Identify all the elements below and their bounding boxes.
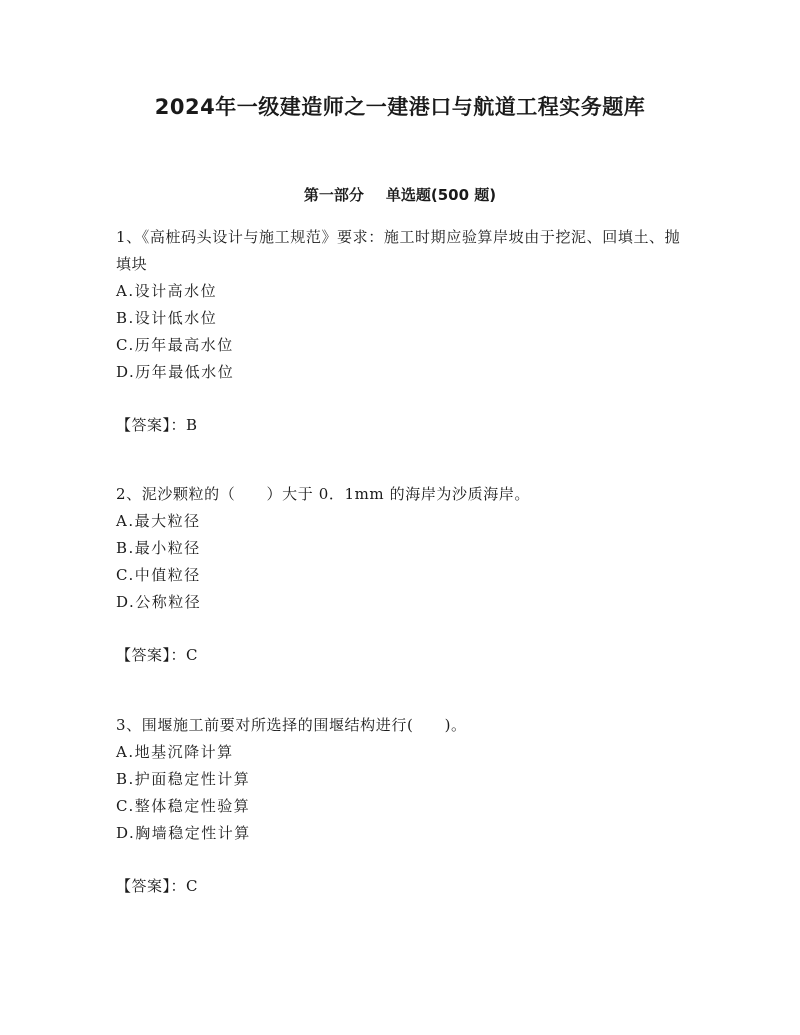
- question-text: 1、《高桩码头设计与施工规范》要求：施工时期应验算岸坡由于挖泥、回填土、抛填块: [116, 228, 681, 273]
- option-c: C.中值粒径: [116, 566, 201, 584]
- section-title: [0, 184, 800, 206]
- option-list: [116, 278, 686, 386]
- option-d: D.公称粒径: [116, 593, 202, 611]
- option-b: B.最小粒径: [116, 539, 201, 557]
- answer-line: [116, 414, 686, 436]
- question-1: [116, 224, 686, 436]
- question-3: [116, 712, 686, 897]
- option-d: D.历年最低水位: [116, 363, 235, 381]
- option-a: A.地基沉降计算: [116, 743, 234, 761]
- answer-line: [116, 644, 686, 666]
- option-c: C.历年最高水位: [116, 336, 234, 354]
- option-b: B.护面稳定性计算: [116, 770, 251, 788]
- option-d: D.胸墙稳定性计算: [116, 824, 251, 842]
- question-2: [116, 481, 686, 666]
- option-list: [116, 508, 686, 616]
- option-c: C.整体稳定性验算: [116, 797, 251, 815]
- section-type-label: 单选题(500 题): [385, 186, 497, 204]
- answer-value: B: [186, 416, 198, 434]
- question-text: 2、泥沙颗粒的（ ）大于 0．1mm 的海岸为沙质海岸。: [116, 485, 531, 503]
- answer-value: C: [186, 646, 198, 664]
- section-part-label: 第一部分: [303, 186, 364, 204]
- answer-label: 【答案】：: [116, 646, 187, 664]
- option-a: A.最大粒径: [116, 512, 201, 530]
- answer-line: [116, 875, 686, 897]
- answer-label: 【答案】：: [116, 416, 187, 434]
- answer-value: C: [186, 877, 198, 895]
- option-a: A.设计高水位: [116, 282, 218, 300]
- answer-label: 【答案】：: [116, 877, 187, 895]
- option-list: [116, 739, 686, 847]
- document-title: 2024年一级建造师之一建港口与航道工程实务题库: [154, 95, 646, 119]
- question-text: 3、围堰施工前要对所选择的围堰结构进行( )。: [116, 716, 467, 734]
- option-b: B.设计低水位: [116, 309, 218, 327]
